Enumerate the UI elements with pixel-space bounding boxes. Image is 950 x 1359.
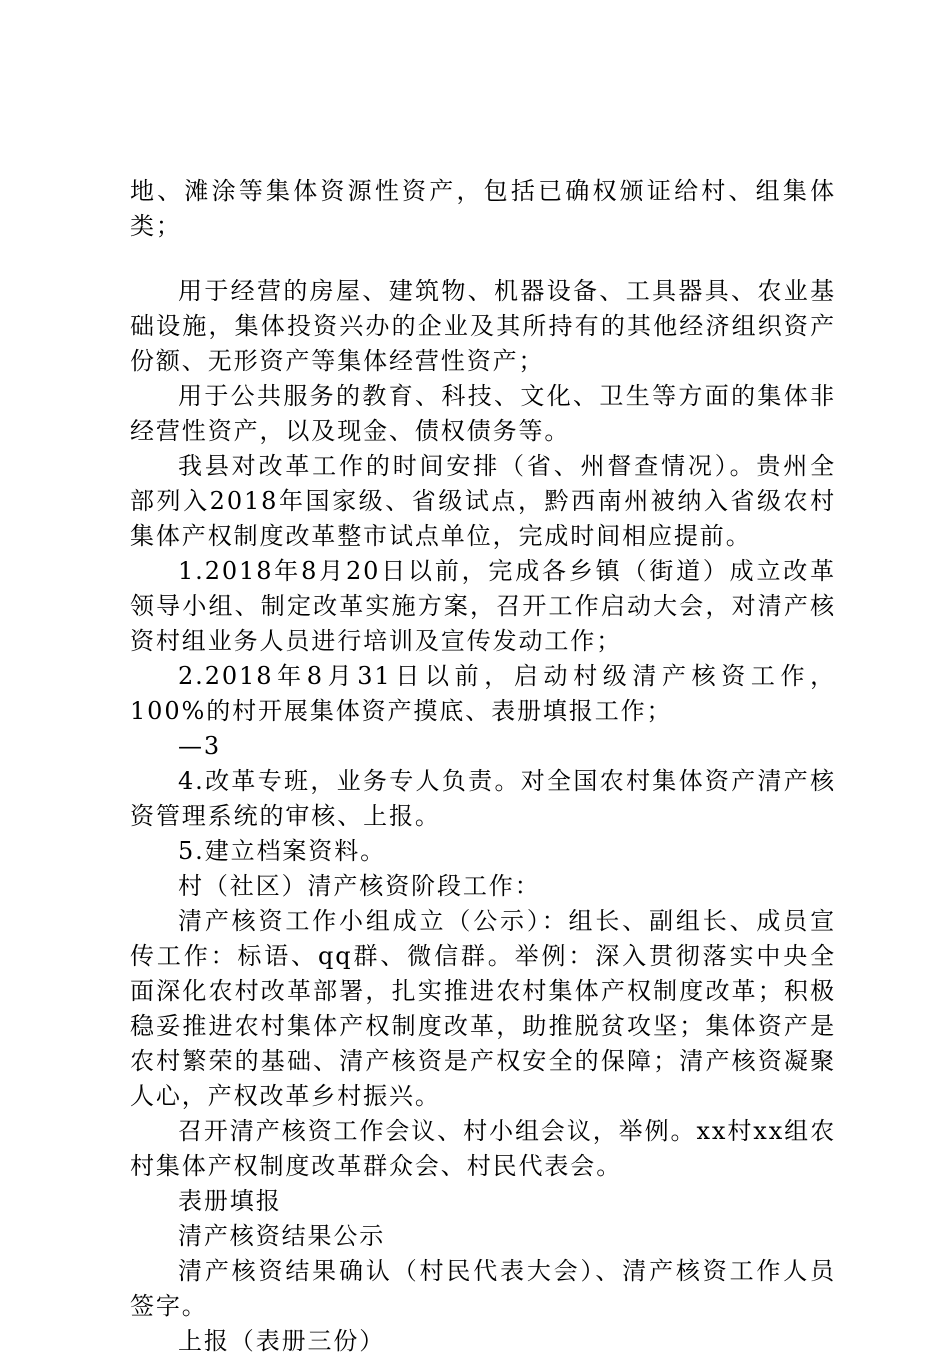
paragraph-schedule-intro: 我县对改革工作的时间安排（省、州督查情况）。贵州全部列入2018年国家级、省级试点，黔西南州被纳入省级农村集体产权制度改革整市试点单位，完成时间相应提前。: [130, 452, 836, 550]
paragraph-report-submission: 上报（表册三份）: [178, 1327, 386, 1355]
paragraph-item-4: 4.改革专班，业务专人负责。对全国农村集体资产清产核资管理系统的审核、上报。: [130, 767, 836, 830]
paragraph-page-marker: —3: [178, 732, 222, 760]
paragraph-item-5: 5.建立档案资料。: [178, 837, 386, 865]
paragraph-non-operating-assets: 用于公共服务的教育、科技、文化、卫生等方面的集体非经营性资产，以及现金、债权债务等。: [130, 382, 836, 445]
paragraph-meetings: 召开清产核资工作会议、村小组会议，举例。xx村xx组农村集体产权制度改革群众会、村民代表会。: [130, 1117, 836, 1180]
paragraph-results-confirmation: 清产核资结果确认（村民代表大会）、清产核资工作人员签字。: [130, 1257, 836, 1320]
paragraph-village-stage-heading: 村（社区）清产核资阶段工作：: [178, 872, 541, 900]
paragraph-item-2: 2.2018年8月31日以前，启动村级清产核资工作，100%的村开展集体资产摸底、表册填报工作；: [130, 662, 836, 725]
paragraph-working-group: 清产核资工作小组成立（公示）：组长、副组长、成员宣传工作：标语、qq群、微信群。举例：深入贯彻落实中央全面深化农村改革部署，扎实推进农村集体产权制度改革；积极稳妥推进农村集体产权制度改革，助推脱贫攻坚；集体资产是农村繁荣的基础、清产核资是产权安全的保障；清产核资凝聚人心，产权改革乡村振兴。: [130, 907, 836, 1110]
document-body: [130, 174, 836, 1359]
paragraph-item-1: 1.2018年8月20日以前，完成各乡镇（街道）成立改革领导小组、制定改革实施方案，召开工作启动大会，对清产核资村组业务人员进行培训及宣传发动工作；: [130, 557, 836, 655]
paragraph-resource-assets: 地、滩涂等集体资源性资产，包括已确权颁证给村、组集体类；: [130, 177, 836, 240]
paragraph-results-publicity: 清产核资结果公示: [178, 1222, 386, 1250]
paragraph-form-filling: 表册填报: [178, 1187, 282, 1215]
paragraph-operating-assets: 用于经营的房屋、建筑物、机器设备、工具器具、农业基础设施，集体投资兴办的企业及其所持有的其他经济组织资产份额、无形资产等集体经营性资产；: [130, 277, 836, 375]
